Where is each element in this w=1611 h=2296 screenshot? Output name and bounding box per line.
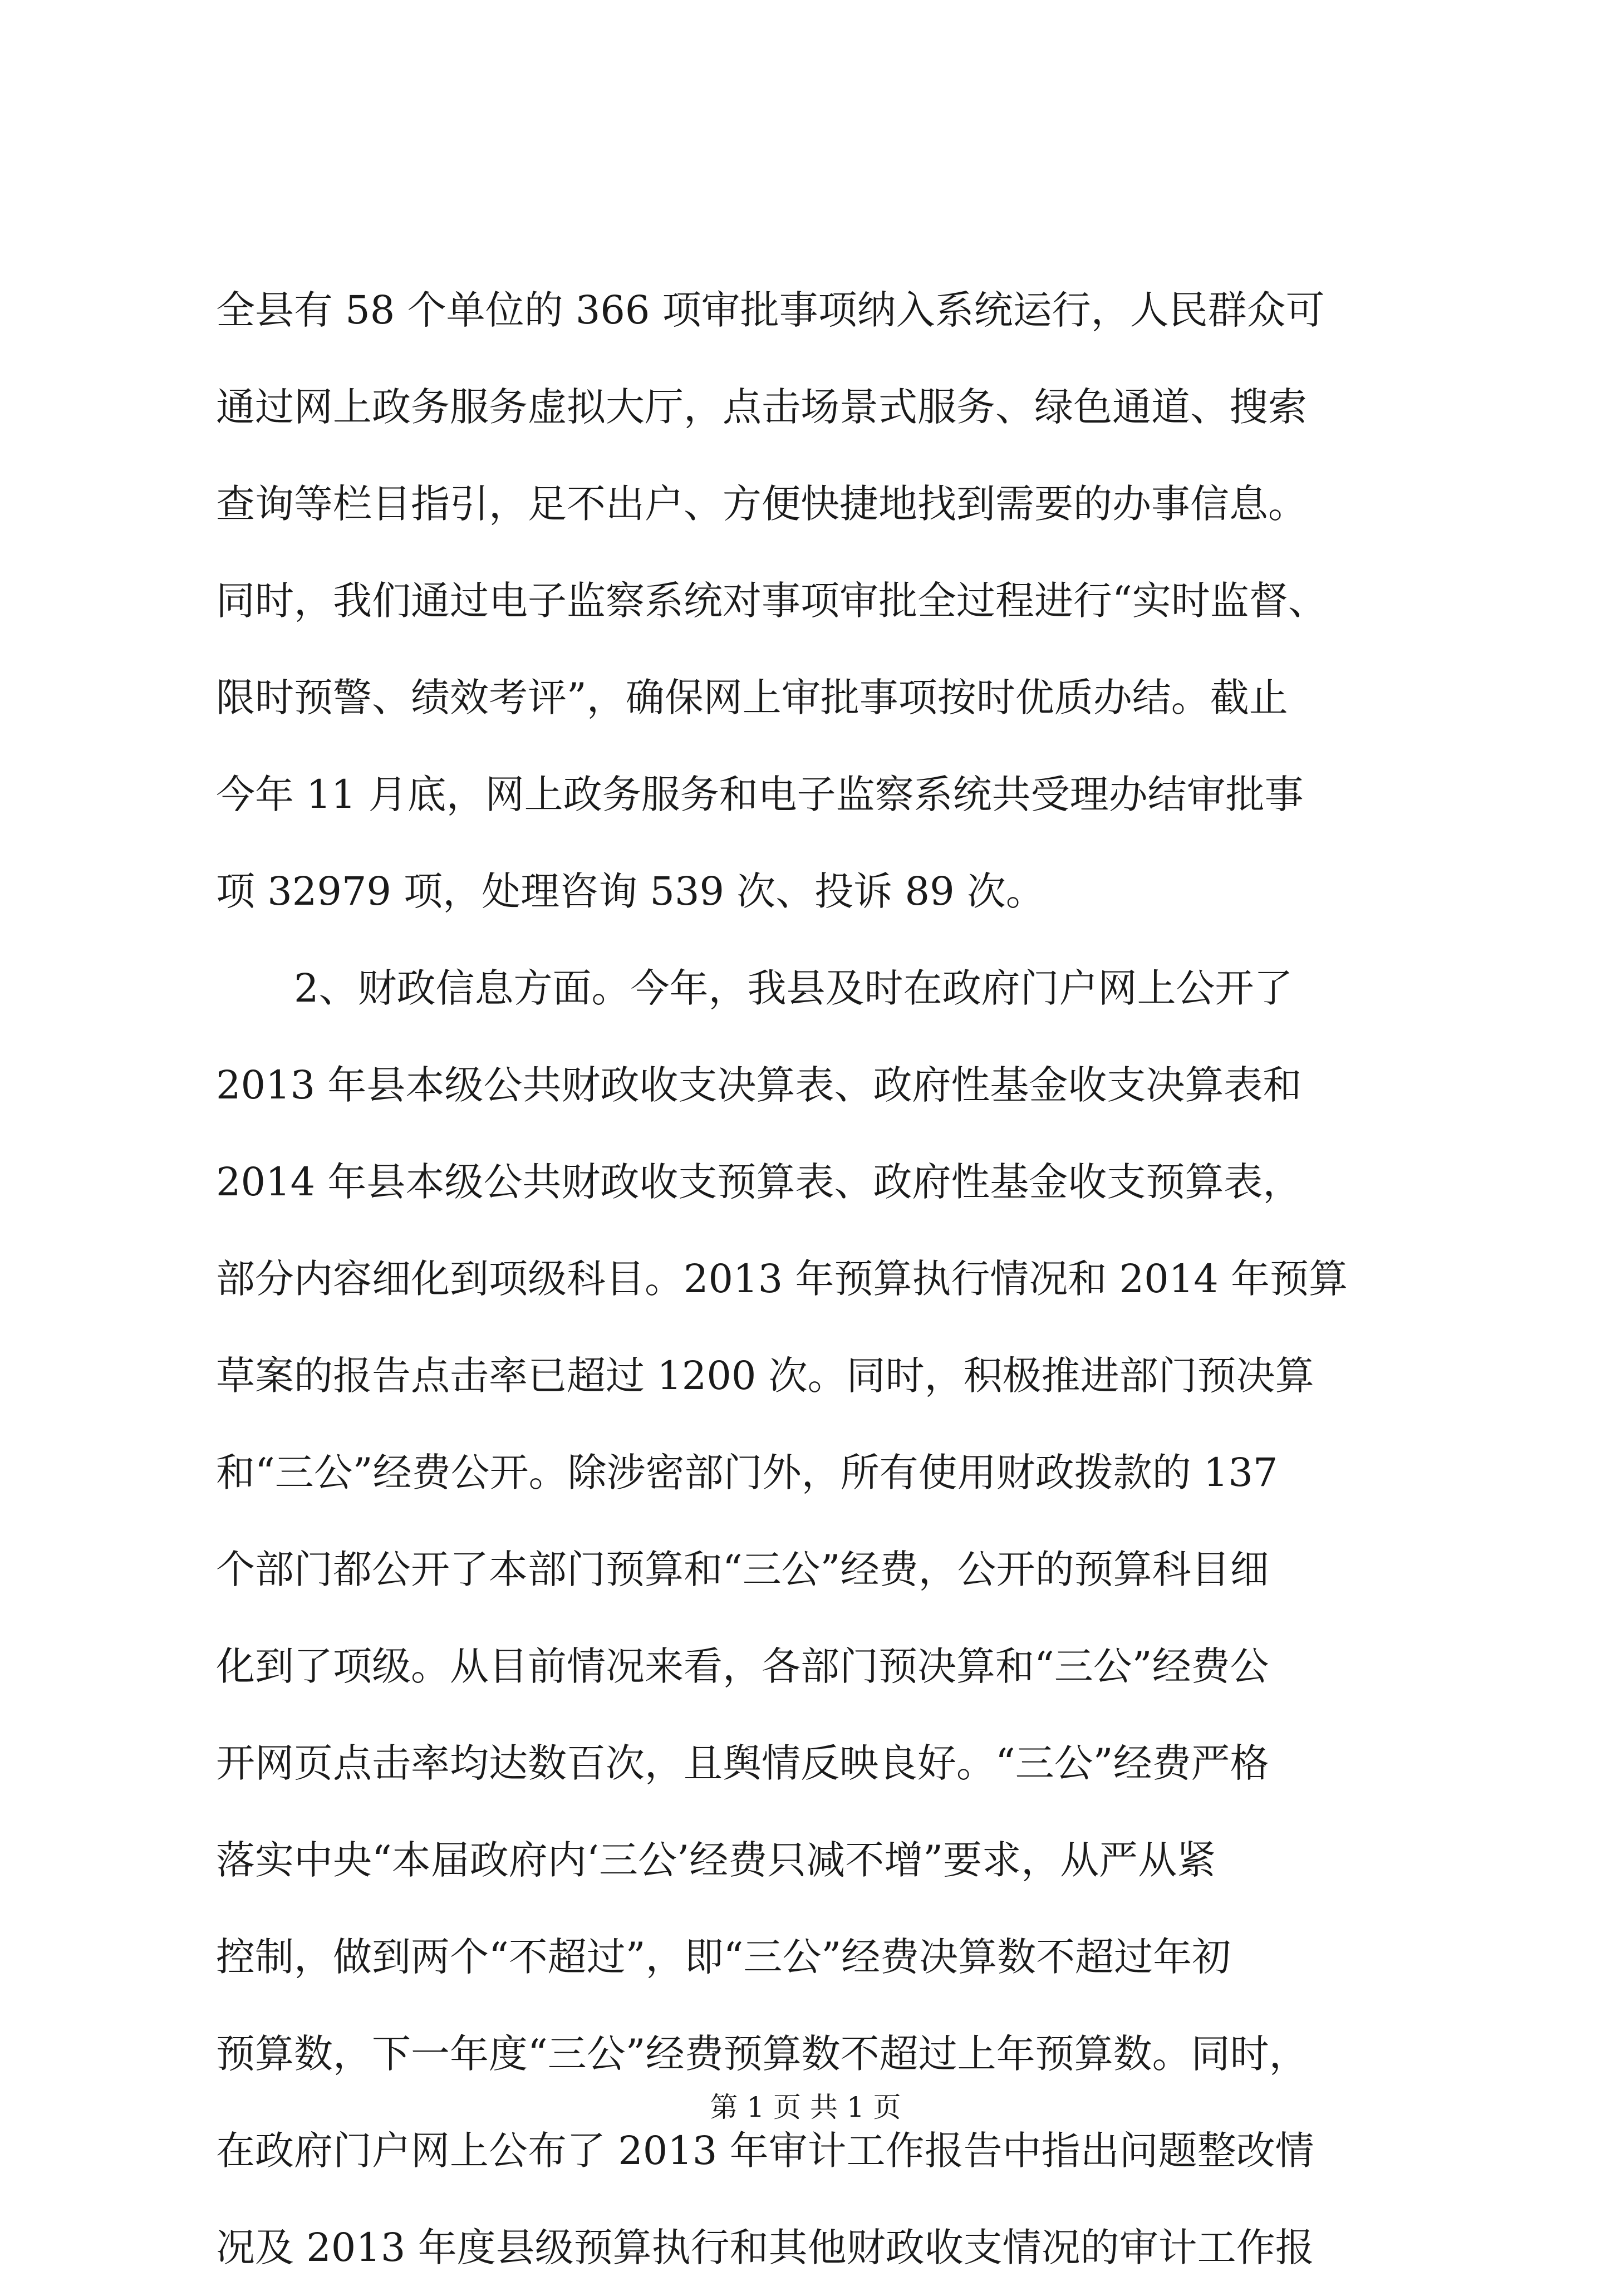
- text-line-19: 预算数，下一年度“三公”经费预算数不超过上年预算数。同时，: [216, 2031, 1308, 2077]
- text-line-3: 查询等栏目指引，足不出户、方便快捷地找到需要的办事信息。: [216, 481, 1307, 527]
- text-line-17: 落实中央“本届政府内‘三公’经费只减不增”要求，从严从紧: [216, 1837, 1216, 1883]
- text-line-15: 化到了项级。从目前情况来看，各部门预决算和“三公”经费公: [216, 1643, 1269, 1689]
- text-line-18: 控制，做到两个“不超过”，即“三公”经费决算数不超过年初: [216, 1934, 1231, 1980]
- text-line-7: 项 32979 项，处理咨询 539 次、投诉 89 次。: [216, 869, 1045, 914]
- text-line-21: 况及 2013 年度县级预算执行和其他财政收支情况的审计工作报: [216, 2225, 1314, 2270]
- body-text: [216, 262, 1418, 2296]
- text-line-4: 同时，我们通过电子监察系统对事项审批全过程进行“实时监督、: [216, 578, 1327, 624]
- text-line-20: 在政府门户网上公布了 2013 年审计工作报告中指出问题整改情: [216, 2128, 1314, 2174]
- text-line-10: 2014 年县本级公共财政收支预算表、政府性基金收支预算表，: [216, 1159, 1302, 1205]
- text-line-6: 今年 11 月底，网上政务服务和电子监察系统共受理办结审批事: [216, 772, 1304, 817]
- text-line-5: 限时预警、绩效考评”，确保网上审批事项按时优质办结。截止: [216, 675, 1288, 720]
- page-footer: [0, 2085, 1611, 2130]
- page-number: 第 1 页 共 1 页: [710, 2091, 901, 2123]
- text-line-14: 个部门都公开了本部门预算和“三公”经费，公开的预算科目细: [216, 1547, 1269, 1592]
- text-line-9: 2013 年县本级公共财政收支决算表、政府性基金收支决算表和: [216, 1062, 1302, 1108]
- text-line-16: 开网页点击率均达数百次，且舆情反映良好。“三公”经费严格: [216, 1740, 1269, 1786]
- text-line-1: 全县有 58 个单位的 366 项审批事项纳入系统运行，人民群众可: [216, 287, 1325, 333]
- text-line-11: 部分内容细化到项级科目。2013 年预算执行情况和 2014 年预算: [216, 1256, 1348, 1302]
- text-line-12: 草案的报告点击率已超过 1200 次。同时，积极推进部门预决算: [216, 1353, 1314, 1399]
- text-line-2: 通过网上政务服务虚拟大厅，点击场景式服务、绿色通道、搜索: [216, 384, 1307, 430]
- text-line-8-paragraph-start: 2、财政信息方面。今年，我县及时在政府门户网上公开了: [294, 965, 1293, 1011]
- text-line-13: 和“三公”经费公开。除涉密部门外，所有使用财政拨款的 137: [216, 1450, 1278, 1495]
